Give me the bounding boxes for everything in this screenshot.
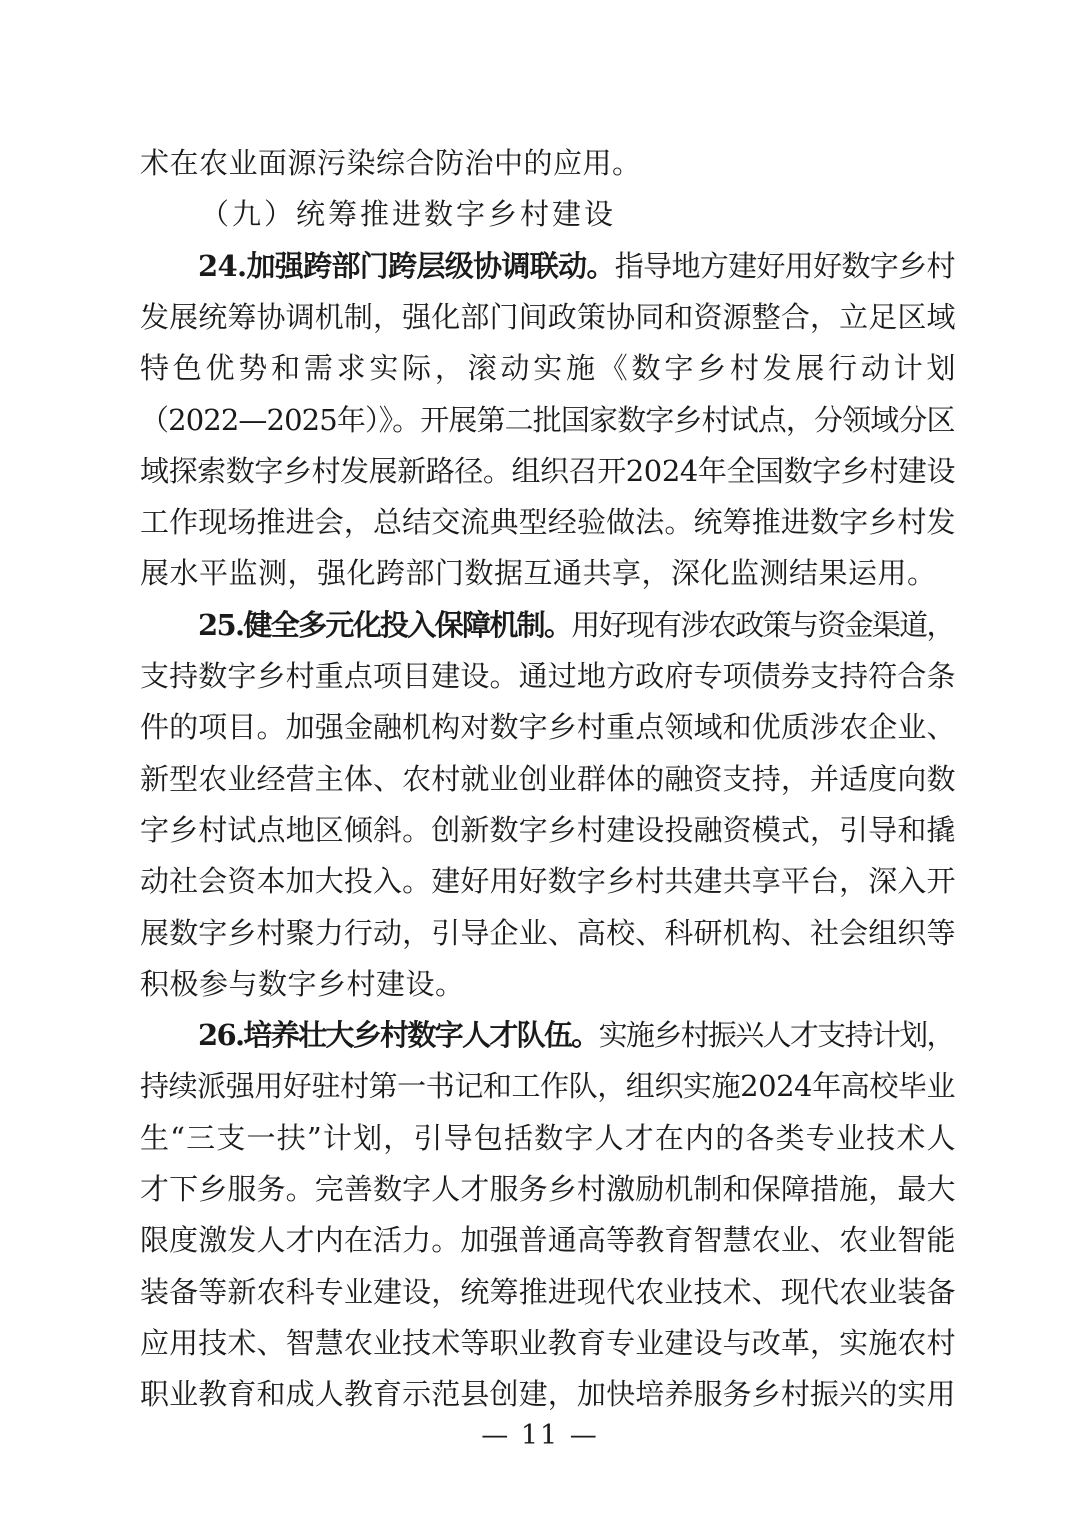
line-text: 术在农业面源污染综合防治中的应用。 xyxy=(140,146,642,180)
body-line xyxy=(140,141,956,185)
body-line xyxy=(140,808,956,852)
body-line xyxy=(140,1116,956,1160)
line-text: 职业教育和成人教育示范县创建，加快培养服务乡村振兴的实用 xyxy=(140,1377,956,1412)
line-text: 展水平监测，强化跨部门数据互通共享，深化监测结果运用。 xyxy=(140,556,937,591)
line-text: 指导地方建好用好数字乡村 xyxy=(614,248,955,283)
line-text: 才下乡服务。完善数字人才服务乡村激励机制和保障措施，最大 xyxy=(140,1172,956,1206)
line-text: 发展统筹协调机制，强化部门间政策协同和资源整合，立足区域 xyxy=(140,299,956,334)
body-line xyxy=(140,757,956,801)
line-text: 实施乡村振兴人才支持计划， xyxy=(598,1018,954,1053)
line-text: 展数字乡村聚力行动，引导企业、高校、科研机构、社会组织等 xyxy=(140,915,956,950)
body-line xyxy=(140,1321,956,1365)
line-text: （2022—2025年）》。开展第二批国家数字乡村试点，分领域分区 xyxy=(140,402,955,437)
line-text: 新型农业经营主体、农村就业创业群体的融资支持，并适度向数 xyxy=(140,761,956,796)
line-text: （九）统筹推进数字乡村建设 xyxy=(200,197,617,232)
body-line xyxy=(140,551,956,595)
line-text: 持续派强用好驻村第一书记和工作队，组织实施2024年高校毕业 xyxy=(140,1069,956,1104)
line-text: 工作现场推进会，总结交流典型经验做法。统筹推进数字乡村发 xyxy=(140,505,956,540)
body-line xyxy=(140,1372,956,1416)
body-line xyxy=(140,654,956,698)
line-text: 应用技术、智慧农业技术等职业教育专业建设与改革，实施农村 xyxy=(140,1325,956,1360)
page-number: — 11 — xyxy=(481,1420,599,1451)
line-text: 域探索数字乡村发展新路径。组织召开2024年全国数字乡村建设 xyxy=(140,453,956,488)
line-text: 支持数字乡村重点项目建设。通过地方政府专项债券支持符合条 xyxy=(140,659,956,693)
body-line xyxy=(140,911,956,955)
body-line xyxy=(140,859,956,903)
body-line xyxy=(140,1167,956,1211)
body-line xyxy=(140,500,956,544)
body-line xyxy=(140,346,956,390)
paragraph-first-line xyxy=(198,603,956,647)
line-text: 特色优势和需求实际，滚动实施《数字乡村发展行动计划 xyxy=(140,351,956,386)
body-line xyxy=(140,295,956,339)
line-text: 积极参与数字乡村建设。 xyxy=(140,966,465,1001)
paragraph-first-line xyxy=(198,244,956,288)
line-text: 字乡村试点地区倾斜。创新数字乡村建设投融资模式，引导和撬 xyxy=(140,812,956,847)
line-text: 动社会资本加大投入。建好用好数字乡村共建共享平台，深入开 xyxy=(140,864,956,899)
line-text: 用好现有涉农政策与资金渠道， xyxy=(571,607,954,642)
section-heading xyxy=(200,192,616,236)
line-text: 限度激发人才内在活力。加强普通高等教育智慧农业、农业智能 xyxy=(140,1223,956,1258)
line-text: 装备等新农科专业建设，统筹推进现代农业技术、现代农业装备 xyxy=(140,1274,956,1309)
body-line xyxy=(140,1218,956,1262)
body-line xyxy=(140,398,956,442)
body-line xyxy=(140,962,956,1006)
line-text: 生“三支一扶”计划，引导包括数字人才在内的各类专业技术人 xyxy=(140,1120,956,1155)
item-heading: 24.加强跨部门跨层级协调联动。 xyxy=(198,248,615,283)
body-line xyxy=(140,1270,956,1314)
body-line xyxy=(140,449,956,493)
paragraph-first-line xyxy=(198,1013,956,1057)
body-line xyxy=(140,1064,956,1108)
item-heading: 26.培养壮大乡村数字人才队伍。 xyxy=(198,1018,599,1053)
item-heading: 25.健全多元化投入保障机制。 xyxy=(198,607,572,642)
line-text: 件的项目。加强金融机构对数字乡村重点领域和优质涉农企业、 xyxy=(140,710,956,745)
body-line xyxy=(140,705,956,749)
